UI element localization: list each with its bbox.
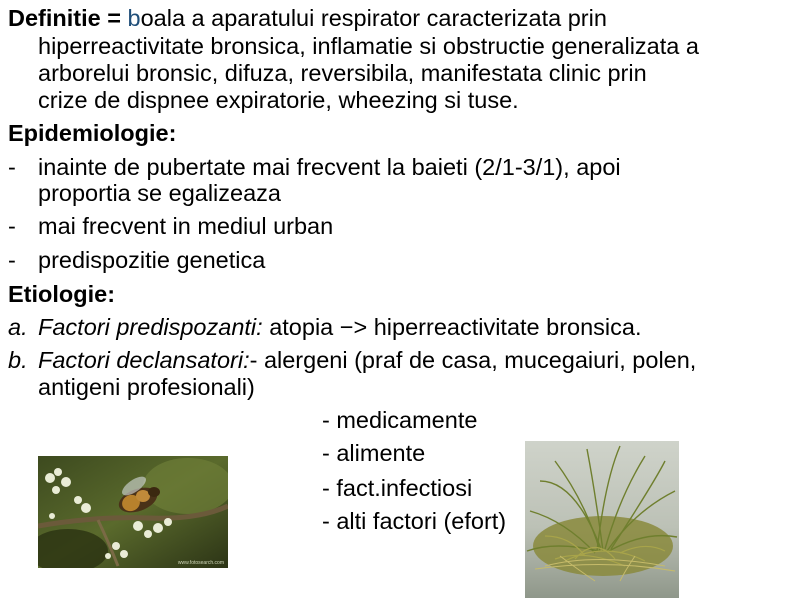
etiology-a-text: atopia −> hiperreactivitate bronsica. [262,314,642,340]
etiology-subitem-3: - fact.infectiosi [322,475,473,501]
definition-line-3: arborelui bronsic, difuza, reversibila, manifestata clinic prin [38,60,647,86]
grass-photo [525,441,679,598]
etiology-a-label: Factori predispozanti: [38,314,263,340]
definition-line-2: hiperreactivitate bronsica, inflamatie si obstructie generalizata a [38,33,699,59]
etiology-heading: Etiologie: [8,281,116,307]
epidemiology-dash-2: - [8,213,16,239]
epidemiology-item-2: mai frecvent in mediul urban [38,213,334,239]
etiology-b-continuation: antigeni profesionali) [38,374,255,400]
etiology-subitem-4: - alti factori (efort) [322,508,507,534]
epidemiology-heading: Epidemiologie: [8,120,177,146]
etiology-item-b [8,348,28,373]
photo-watermark: www.fotosearch.com [177,560,224,566]
etiology-b-label: Factori declansatori: [38,347,250,373]
etiology-b-marker: b. [8,347,28,373]
etiology-subitem-1: - medicamente [322,407,478,433]
definition-label: Definitie = [8,5,128,31]
etiology-item-a-text [38,315,642,340]
bee-flower-photo [38,456,228,568]
epidemiology-item-1-line-1: inainte de pubertate mai frecvent la baieti (2/1-3/1), apoi [38,154,621,180]
etiology-a-marker: a. [8,314,28,340]
epidemiology-dash-1: - [8,154,16,180]
epidemiology-dash-3: - [8,247,16,273]
etiology-item-a [8,315,28,340]
etiology-item-b-text [38,348,696,373]
definition-line-1: oala a aparatului respirator caracterizata prin [140,5,607,31]
definition-first-line [8,6,607,31]
definition-first-letter: b [127,5,141,31]
epidemiology-item-1-line-2: proportia se egalizeaza [38,180,281,206]
etiology-b-text: - alergeni (praf de casa, mucegaiuri, polen, [249,347,697,373]
definition-line-4: crize de dispnee expiratorie, wheezing si tuse. [38,87,519,113]
epidemiology-item-3: predispozitie genetica [38,247,266,273]
etiology-subitem-2: - alimente [322,440,426,466]
